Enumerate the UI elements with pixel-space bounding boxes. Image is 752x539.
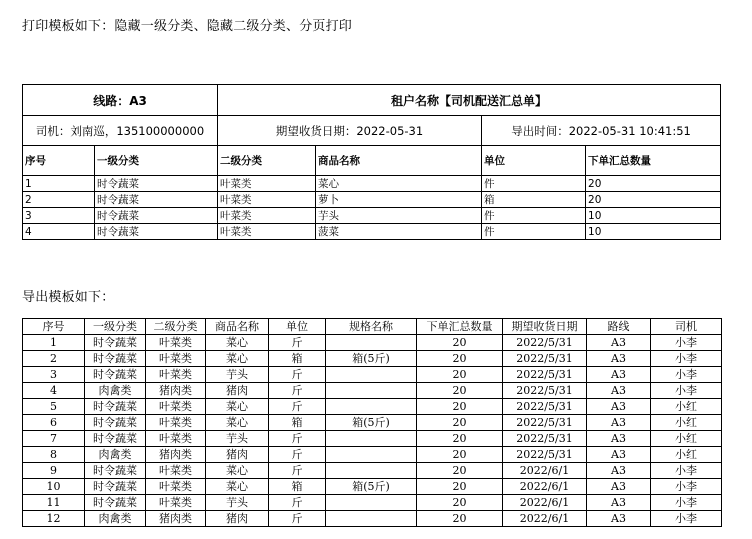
table-cell: 叶菜类 xyxy=(218,176,316,192)
table-cell: 斤 xyxy=(269,383,326,399)
table-cell: 斤 xyxy=(269,431,326,447)
table-cell: 菜心 xyxy=(206,335,269,351)
table-cell: 箱(5斤) xyxy=(326,415,417,431)
table-cell: 斤 xyxy=(269,511,326,527)
table-cell: 菜心 xyxy=(206,351,269,367)
column-header: 一级分类 xyxy=(85,319,146,335)
table-cell: 菜心 xyxy=(206,463,269,479)
table-cell: 20 xyxy=(417,351,503,367)
print-template-heading: 打印模板如下：隐藏一级分类、隐藏二级分类、分页打印 xyxy=(22,19,353,34)
table-cell: 小李 xyxy=(651,511,722,527)
table-row xyxy=(23,479,722,495)
table-cell xyxy=(326,431,417,447)
table-cell: A3 xyxy=(587,495,651,511)
table-cell: 2 xyxy=(23,192,95,208)
table-cell: 斤 xyxy=(269,367,326,383)
table-cell: 时令蔬菜 xyxy=(85,351,146,367)
table-cell: 件 xyxy=(482,176,586,192)
column-header: 下单汇总数量 xyxy=(586,146,721,176)
table-cell xyxy=(326,463,417,479)
table-cell: 1 xyxy=(23,335,85,351)
table-cell: 叶菜类 xyxy=(218,208,316,224)
table-cell: A3 xyxy=(587,335,651,351)
table-cell: 芋头 xyxy=(206,495,269,511)
table-row xyxy=(23,511,722,527)
column-header: 序号 xyxy=(23,319,85,335)
print-template-table xyxy=(22,84,721,240)
table-cell: 叶菜类 xyxy=(218,224,316,240)
table-cell: 斤 xyxy=(269,463,326,479)
export-time: 导出时间：2022-05-31 10:41:51 xyxy=(482,116,721,146)
table-cell: 叶菜类 xyxy=(146,415,206,431)
column-header: 下单汇总数量 xyxy=(417,319,503,335)
table-cell: 叶菜类 xyxy=(146,479,206,495)
table-cell xyxy=(326,383,417,399)
table-cell: 2022/5/31 xyxy=(503,447,587,463)
column-header: 路线 xyxy=(587,319,651,335)
table-cell: 斤 xyxy=(269,495,326,511)
column-header: 商品名称 xyxy=(206,319,269,335)
table-cell: 时令蔬菜 xyxy=(85,415,146,431)
table-cell xyxy=(326,511,417,527)
table-cell: 时令蔬菜 xyxy=(95,224,218,240)
column-header: 司机 xyxy=(651,319,722,335)
table-cell: 菜心 xyxy=(206,479,269,495)
table-cell: 小李 xyxy=(651,351,722,367)
table-cell: 箱(5斤) xyxy=(326,479,417,495)
column-header: 规格名称 xyxy=(326,319,417,335)
table-row xyxy=(23,383,722,399)
table-cell: 20 xyxy=(417,431,503,447)
table-cell: 小红 xyxy=(651,415,722,431)
table-cell: 叶菜类 xyxy=(146,431,206,447)
column-header: 商品名称 xyxy=(316,146,482,176)
table-cell: 斤 xyxy=(269,335,326,351)
table-cell: 20 xyxy=(417,367,503,383)
table-cell: 小红 xyxy=(651,431,722,447)
table-row xyxy=(23,447,722,463)
table-cell: 2022/6/1 xyxy=(503,479,587,495)
table-cell: 小李 xyxy=(651,383,722,399)
table-cell: 20 xyxy=(417,479,503,495)
table-cell: 小红 xyxy=(651,399,722,415)
table-cell xyxy=(326,495,417,511)
table-cell: 2022/5/31 xyxy=(503,415,587,431)
table-row xyxy=(23,431,722,447)
table-cell: 小李 xyxy=(651,495,722,511)
table-cell: A3 xyxy=(587,431,651,447)
table-cell: 20 xyxy=(417,463,503,479)
column-header: 期望收货日期 xyxy=(503,319,587,335)
table-cell: 菜心 xyxy=(206,399,269,415)
table-cell: 20 xyxy=(417,495,503,511)
table-cell: 箱 xyxy=(269,351,326,367)
table-cell: 时令蔬菜 xyxy=(85,463,146,479)
table-cell: 件 xyxy=(482,208,586,224)
table-cell: 叶菜类 xyxy=(146,367,206,383)
table-cell: 叶菜类 xyxy=(146,335,206,351)
column-header: 单位 xyxy=(269,319,326,335)
export-header-row xyxy=(23,319,722,335)
table-cell: 箱 xyxy=(269,415,326,431)
route-cell: 线路：A3 xyxy=(23,85,218,116)
table-cell: 6 xyxy=(23,415,85,431)
table-cell: 2022/6/1 xyxy=(503,495,587,511)
table-cell: 时令蔬菜 xyxy=(85,367,146,383)
table-cell: 20 xyxy=(586,176,721,192)
table-cell: A3 xyxy=(587,463,651,479)
table-cell: 时令蔬菜 xyxy=(85,431,146,447)
table-cell: 猪肉类 xyxy=(146,383,206,399)
expected-date: 期望收货日期：2022-05-31 xyxy=(218,116,482,146)
table-cell: 猪肉类 xyxy=(146,511,206,527)
table-cell: 叶菜类 xyxy=(146,399,206,415)
table-cell: A3 xyxy=(587,399,651,415)
table-cell: 肉禽类 xyxy=(85,383,146,399)
table-cell xyxy=(326,399,417,415)
table-row xyxy=(23,367,722,383)
table-cell: 叶菜类 xyxy=(146,351,206,367)
table-cell: 猪肉 xyxy=(206,447,269,463)
table-cell: 菠菜 xyxy=(316,224,482,240)
table-cell xyxy=(326,367,417,383)
table-cell: 小李 xyxy=(651,367,722,383)
table-cell: 斤 xyxy=(269,399,326,415)
table-row xyxy=(23,399,722,415)
table-cell: 2022/5/31 xyxy=(503,383,587,399)
table-cell: 20 xyxy=(417,399,503,415)
table-row xyxy=(23,176,721,192)
table-cell: 4 xyxy=(23,383,85,399)
table-row xyxy=(23,495,722,511)
table-cell: 10 xyxy=(586,208,721,224)
table-cell: 芋头 xyxy=(316,208,482,224)
table-cell: 叶菜类 xyxy=(218,192,316,208)
table-cell: 8 xyxy=(23,447,85,463)
table-cell: 小李 xyxy=(651,463,722,479)
table-cell: 20 xyxy=(586,192,721,208)
table-cell: 猪肉类 xyxy=(146,447,206,463)
table-cell: 萝卜 xyxy=(316,192,482,208)
table-cell: 猪肉 xyxy=(206,383,269,399)
table-row xyxy=(23,351,722,367)
table-cell: 芋头 xyxy=(206,367,269,383)
table-cell xyxy=(326,447,417,463)
table-cell: 叶菜类 xyxy=(146,495,206,511)
column-header: 序号 xyxy=(23,146,95,176)
table-cell: 11 xyxy=(23,495,85,511)
table-cell: 肉禽类 xyxy=(85,447,146,463)
table-cell: A3 xyxy=(587,383,651,399)
table-cell: 箱(5斤) xyxy=(326,351,417,367)
table-cell: 时令蔬菜 xyxy=(95,176,218,192)
table-cell: 件 xyxy=(482,224,586,240)
table-cell: 小李 xyxy=(651,479,722,495)
table-row xyxy=(23,463,722,479)
table-cell: 20 xyxy=(417,383,503,399)
table-cell: 小李 xyxy=(651,335,722,351)
document-title: 租户名称【司机配送汇总单】 xyxy=(218,85,721,116)
table-cell: 3 xyxy=(23,367,85,383)
table-cell: 菜心 xyxy=(206,415,269,431)
table-cell: 芋头 xyxy=(206,431,269,447)
table-cell xyxy=(326,335,417,351)
table-cell: 时令蔬菜 xyxy=(85,495,146,511)
column-header: 单位 xyxy=(482,146,586,176)
table-cell: 斤 xyxy=(269,447,326,463)
table-cell: 2022/5/31 xyxy=(503,399,587,415)
table-cell: 5 xyxy=(23,399,85,415)
table-cell: 1 xyxy=(23,176,95,192)
table-cell: 2022/5/31 xyxy=(503,431,587,447)
column-header: 二级分类 xyxy=(218,146,316,176)
table-cell: 肉禽类 xyxy=(85,511,146,527)
column-header: 二级分类 xyxy=(146,319,206,335)
table-cell: 2022/5/31 xyxy=(503,367,587,383)
table-cell: 时令蔬菜 xyxy=(95,208,218,224)
table-row xyxy=(23,208,721,224)
table-row xyxy=(23,192,721,208)
table-cell: 叶菜类 xyxy=(146,463,206,479)
table-cell: 猪肉 xyxy=(206,511,269,527)
table-cell: 10 xyxy=(23,479,85,495)
export-template-table xyxy=(22,318,722,527)
table-cell: 2022/5/31 xyxy=(503,351,587,367)
table-cell: 箱 xyxy=(482,192,586,208)
table-cell: 20 xyxy=(417,335,503,351)
table-cell: 时令蔬菜 xyxy=(85,399,146,415)
table-cell: A3 xyxy=(587,415,651,431)
table-cell: A3 xyxy=(587,367,651,383)
table-cell: 7 xyxy=(23,431,85,447)
driver-info: 司机：刘南巡，135100000000 xyxy=(23,116,218,146)
table-cell: 2022/6/1 xyxy=(503,511,587,527)
table-cell: 时令蔬菜 xyxy=(95,192,218,208)
table-cell: 时令蔬菜 xyxy=(85,479,146,495)
table-cell: 9 xyxy=(23,463,85,479)
column-header: 一级分类 xyxy=(95,146,218,176)
table-cell: 2022/6/1 xyxy=(503,463,587,479)
export-template-heading: 导出模板如下： xyxy=(22,290,115,305)
table-cell: A3 xyxy=(587,479,651,495)
table-row xyxy=(23,415,722,431)
print-header-row xyxy=(23,146,721,176)
table-cell: A3 xyxy=(587,447,651,463)
table-cell: 时令蔬菜 xyxy=(85,335,146,351)
table-cell: 12 xyxy=(23,511,85,527)
table-row xyxy=(23,335,722,351)
table-cell: A3 xyxy=(587,351,651,367)
table-cell: A3 xyxy=(587,511,651,527)
table-cell: 小红 xyxy=(651,447,722,463)
table-cell: 2022/5/31 xyxy=(503,335,587,351)
table-cell: 2 xyxy=(23,351,85,367)
table-cell: 3 xyxy=(23,208,95,224)
table-cell: 20 xyxy=(417,415,503,431)
table-cell: 20 xyxy=(417,511,503,527)
table-cell: 菜心 xyxy=(316,176,482,192)
table-cell: 4 xyxy=(23,224,95,240)
table-cell: 箱 xyxy=(269,479,326,495)
table-cell: 10 xyxy=(586,224,721,240)
table-row xyxy=(23,224,721,240)
table-cell: 20 xyxy=(417,447,503,463)
